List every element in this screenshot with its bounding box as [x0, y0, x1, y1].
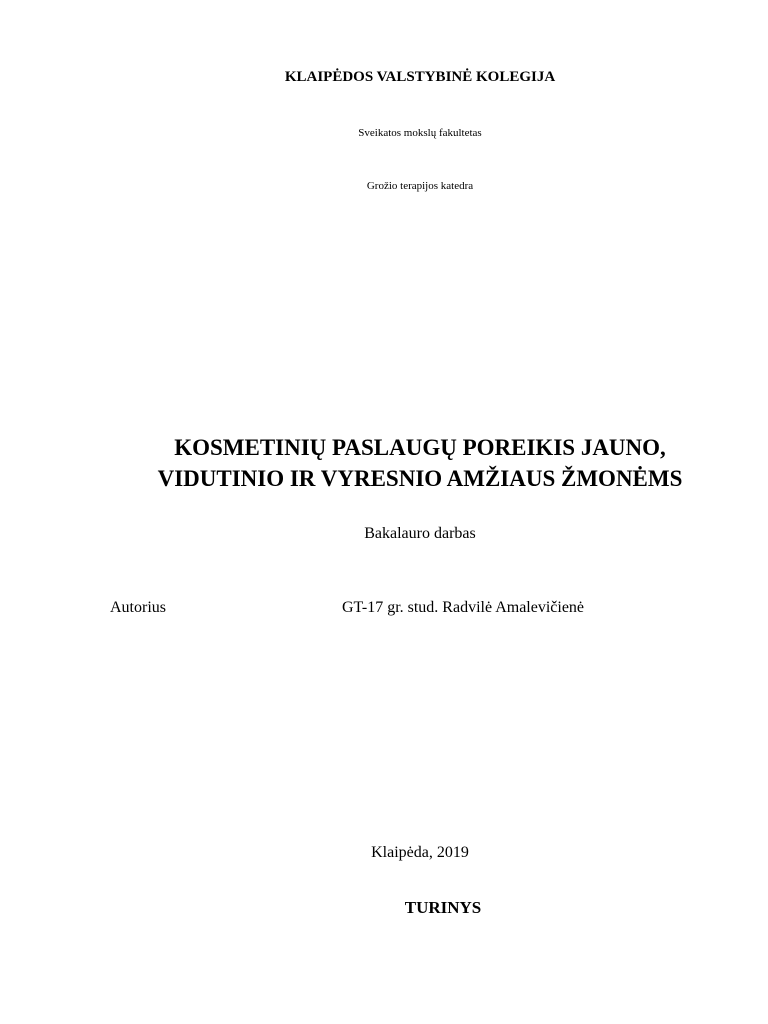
thesis-title-line-1: KOSMETINIŲ PASLAUGŲ POREIKIS JAUNO, [174, 435, 666, 460]
work-type: Bakalauro darbas [364, 525, 476, 542]
faculty-name: Sveikatos mokslų fakultetas [358, 127, 482, 139]
city-year: Klaipėda, 2019 [371, 844, 469, 861]
author-row [0, 599, 768, 621]
toc-heading: TURINYS [404, 898, 482, 917]
department-name: Grožio terapijos katedra [366, 180, 474, 192]
author-value: GT-17 gr. stud. Radvilė Amalevičienė [342, 599, 585, 616]
thesis-title-line-2: VIDUTINIO IR VYRESNIO AMŽIAUS ŽMONĖMS [157, 466, 683, 491]
author-label: Autorius [110, 599, 166, 616]
thesis-title [0, 432, 768, 494]
institution-name: KLAIPĖDOS VALSTYBINĖ KOLEGIJA [284, 69, 556, 85]
